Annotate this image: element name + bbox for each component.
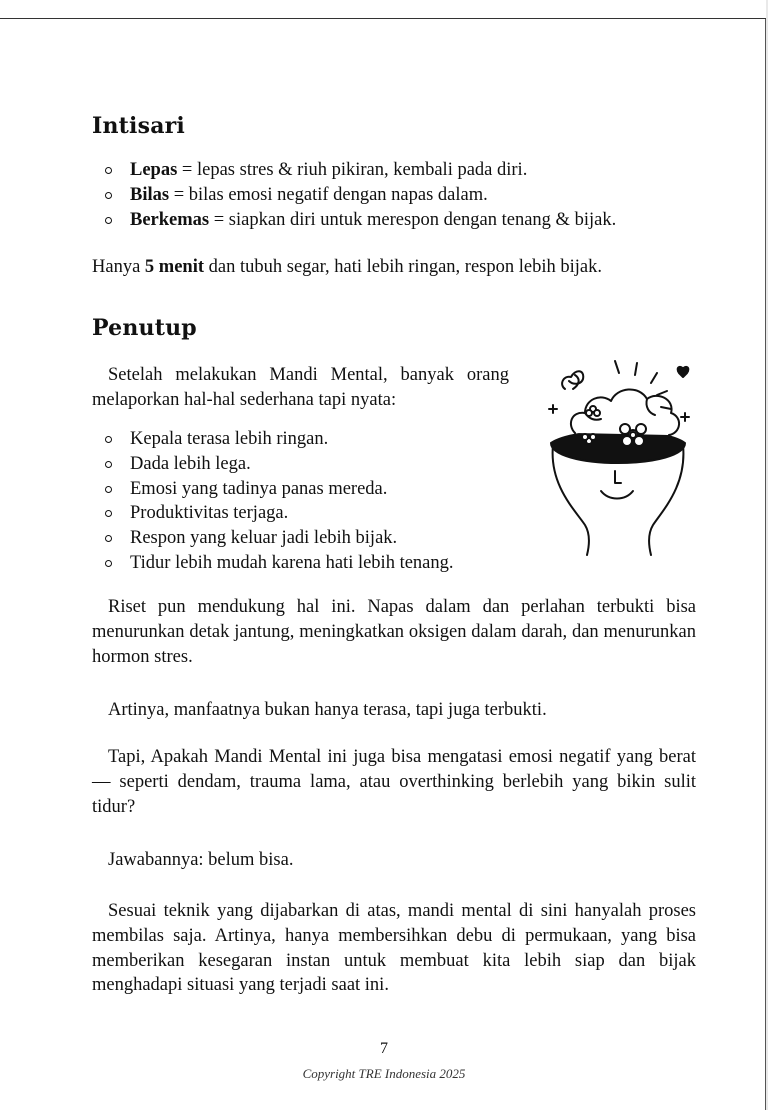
term: Bilas xyxy=(130,184,170,205)
paragraph: Tapi, Apakah Mandi Mental ini juga bisa mengatasi emosi negatif yang berat — seperti dendam, trauma lama, atau overthinking berlebih yang bikin sulit tidur? xyxy=(92,747,696,817)
list-item xyxy=(92,183,712,208)
page-number: 7 xyxy=(380,1040,388,1057)
paragraph: Artinya, manfaatnya bukan hanya terasa, tapi juga terbukti. xyxy=(108,700,547,720)
paragraph: Riset pun mendukung hal ini. Napas dalam dan perlahan terbukti bisa menurunkan detak jantung, meningkatkan oksigen dalam darah, dan menurunkan hormon stres. xyxy=(92,597,696,667)
list-item: Emosi yang tadinya panas mereda. xyxy=(92,477,532,502)
intisari-list xyxy=(92,158,712,232)
list-item xyxy=(92,208,712,233)
paragraph: Sesuai teknik yang dijabarkan di atas, mandi mental di sini hanyalah proses membilas saja. Artinya, hanya membersihkan debu di permukaan, yang bisa memberikan kesegaran instan untuk membuat kita lebih siap dan bijak menghadapi situasi yang terjadi saat ini. xyxy=(92,901,696,996)
section-heading-penutup: Penutup xyxy=(92,315,197,341)
copyright-text: Copyright TRE Indonesia 2025 xyxy=(302,1066,466,1081)
term-desc: = bilas emosi negatif dengan napas dalam. xyxy=(169,184,488,205)
paragraph: Jawabannya: belum bisa. xyxy=(108,850,294,870)
term-desc: = lepas stres & riuh pikiran, kembali pada diri. xyxy=(177,160,528,180)
list-item: Dada lebih lega. xyxy=(92,452,532,477)
head-flowers-illustration xyxy=(545,355,695,560)
list-item xyxy=(92,158,712,183)
list-item: Produktivitas terjaga. xyxy=(92,501,532,526)
term-desc: = siapkan diri untuk merespon dengan tenang & bijak. xyxy=(209,209,617,230)
summary-line: Hanya 5 menit dan tubuh segar, hati lebih ringan, respon lebih bijak. xyxy=(92,257,602,277)
benefits-list xyxy=(92,427,532,576)
list-item: Respon yang keluar jadi lebih bijak. xyxy=(92,526,532,551)
term: Berkemas xyxy=(130,209,210,230)
list-item: Tidur lebih mudah karena hati lebih tenang. xyxy=(92,551,532,576)
term: Lepas xyxy=(130,160,178,180)
list-item: Kepala terasa lebih ringan. xyxy=(92,427,532,452)
penutup-intro: Setelah melakukan Mandi Mental, banyak orang melaporkan hal-hal sederhana tapi nyata: xyxy=(92,365,509,410)
section-heading-intisari: Intisari xyxy=(92,113,185,139)
top-border xyxy=(0,0,766,19)
